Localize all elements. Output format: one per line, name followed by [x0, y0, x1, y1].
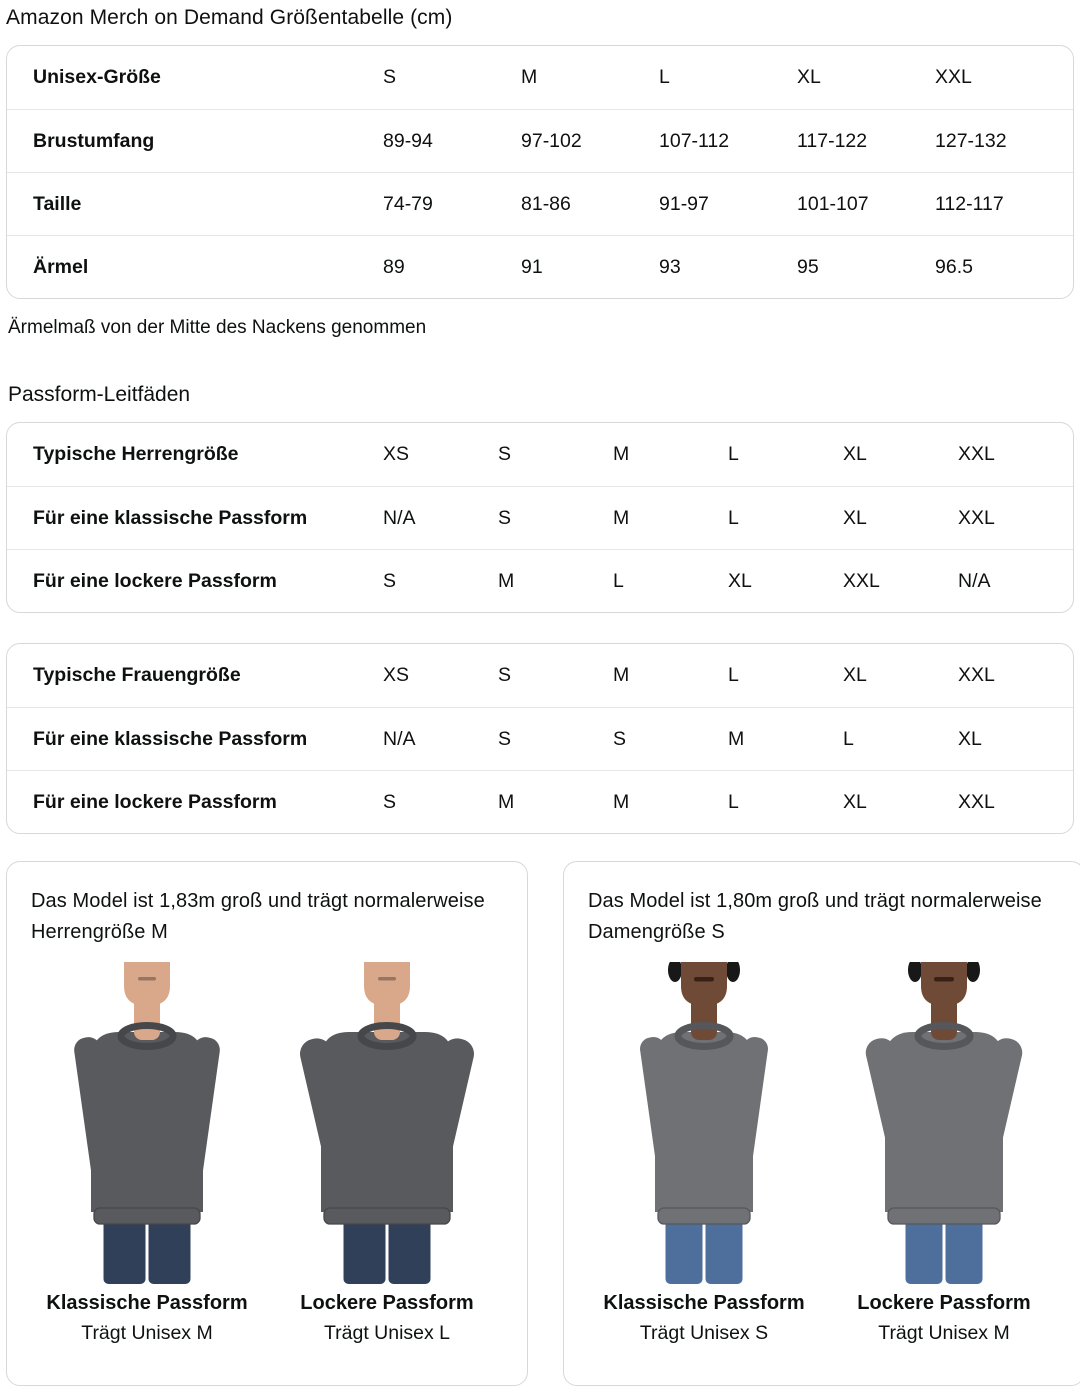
table-cell: L — [728, 664, 739, 686]
table-cell: XXL — [958, 790, 995, 813]
table-cell: 95 — [797, 255, 819, 278]
model-description: Das Model ist 1,83m groß und trägt normalerweise Herrengröße M — [31, 890, 485, 943]
table-cell: M — [498, 569, 515, 592]
model-figure-classic-fit — [31, 962, 263, 1345]
table-cell: 91 — [521, 255, 543, 278]
fit-guides-heading: Passform-Leitfäden — [8, 383, 191, 406]
model-figures — [31, 962, 503, 1345]
table-cell: XXL — [958, 506, 995, 529]
unisex-size-table — [6, 45, 1074, 299]
table-cell: 81-86 — [521, 192, 571, 215]
size-col-s: S — [383, 66, 397, 88]
row-label-klassische-passform: Für eine klassische Passform — [33, 506, 308, 529]
figure-caption — [603, 1284, 804, 1345]
table-cell: 89 — [383, 255, 405, 278]
table-cell: M — [613, 506, 630, 529]
mens-fit-guide-table — [6, 422, 1074, 613]
table-cell: 93 — [659, 255, 681, 278]
table-cell: N/A — [383, 506, 416, 529]
table-cell: S — [498, 664, 512, 686]
table-cell: L — [728, 506, 739, 529]
row-label-typische-herrengroesse: Typische Herrengröße — [33, 443, 239, 465]
womens-model-card — [563, 861, 1080, 1386]
row-label-brustumfang: Brustumfang — [33, 129, 155, 152]
fit-size-label: Trägt Unisex L — [323, 1322, 451, 1344]
table-cell: S — [498, 727, 512, 750]
table-cell: 96.5 — [935, 255, 973, 278]
table-cell: XL — [728, 569, 752, 592]
table-row-loose-fit — [7, 549, 1073, 612]
table-cell: 89-94 — [383, 129, 433, 152]
table-cell: 101-107 — [797, 192, 869, 215]
model-figure-loose-fit — [271, 962, 503, 1345]
model-figure-loose-fit — [828, 962, 1060, 1345]
table-cell: XS — [383, 443, 410, 465]
fit-size-label: Trägt Unisex M — [878, 1322, 1010, 1344]
sleeve-measurement-note: Ärmelmaß von der Mitte des Nackens genommen — [8, 317, 427, 338]
row-label-klassische-passform: Für eine klassische Passform — [33, 727, 308, 750]
table-cell: XL — [843, 790, 867, 813]
size-col-xxl: XXL — [935, 66, 972, 88]
table-row-typical-womens-size — [7, 644, 1073, 707]
size-col-xl: XL — [797, 66, 821, 88]
model-photo-loose-fit — [275, 962, 500, 1284]
table-cell: N/A — [958, 569, 991, 592]
table-cell: XL — [843, 664, 867, 686]
model-photo-loose-fit — [832, 962, 1057, 1284]
row-label-unisex-groesse: Unisex-Größe — [33, 66, 161, 88]
table-cell: S — [498, 443, 512, 465]
figure-caption — [857, 1284, 1030, 1345]
fit-name-label: Lockere Passform — [857, 1292, 1031, 1314]
row-label-lockere-passform: Für eine lockere Passform — [33, 569, 277, 592]
table-cell: XL — [843, 506, 867, 529]
model-photo-classic-fit — [35, 962, 260, 1284]
table-cell: N/A — [383, 727, 416, 750]
table-row-sleeve — [7, 235, 1073, 298]
table-cell: XL — [843, 443, 867, 465]
table-cell: 112-117 — [935, 192, 1004, 215]
table-cell: 97-102 — [521, 129, 582, 152]
table-cell: XL — [958, 727, 982, 750]
fit-size-label: Trägt Unisex S — [639, 1322, 769, 1344]
model-description: Das Model ist 1,80m groß und trägt normalerweise Damengröße S — [588, 890, 1042, 943]
figure-caption — [46, 1284, 247, 1345]
table-cell: 127-132 — [935, 129, 1007, 152]
fit-name-label: Klassische Passform — [46, 1292, 248, 1314]
table-cell: M — [613, 443, 630, 465]
table-cell: 117-122 — [797, 129, 868, 152]
mens-model-card — [6, 861, 528, 1386]
table-row-chest — [7, 109, 1073, 172]
table-cell: L — [613, 569, 624, 592]
womens-fit-guide-table — [6, 643, 1074, 834]
table-cell: S — [498, 506, 512, 529]
table-cell: 74-79 — [383, 192, 433, 215]
size-col-l: L — [659, 66, 670, 88]
table-cell: XXL — [958, 664, 995, 686]
fit-name-label: Klassische Passform — [603, 1292, 805, 1314]
model-figure-classic-fit — [588, 962, 820, 1345]
row-label-taille: Taille — [33, 192, 82, 215]
table-cell: S — [383, 790, 397, 813]
table-cell: 107-112 — [659, 129, 730, 152]
table-cell: S — [383, 569, 397, 592]
table-row-header — [7, 46, 1073, 109]
table-cell: M — [613, 790, 630, 813]
table-row-typical-mens-size — [7, 423, 1073, 486]
table-cell: M — [728, 727, 745, 750]
table-cell: XXL — [843, 569, 880, 592]
table-cell: 91-97 — [659, 192, 709, 215]
table-cell: S — [613, 727, 627, 750]
model-cards-row — [6, 861, 1074, 1386]
table-cell: L — [728, 790, 739, 813]
table-cell: M — [498, 790, 515, 813]
model-figures — [588, 962, 1060, 1345]
row-label-typische-frauengroesse: Typische Frauengröße — [33, 664, 241, 686]
row-label-aermel: Ärmel — [33, 255, 89, 278]
fit-name-label: Lockere Passform — [300, 1292, 474, 1314]
size-col-m: M — [521, 66, 538, 88]
table-cell: M — [613, 664, 630, 686]
fit-size-label: Trägt Unisex M — [81, 1322, 213, 1344]
row-label-lockere-passform: Für eine lockere Passform — [33, 790, 277, 813]
table-row-loose-fit — [7, 770, 1073, 833]
table-cell: L — [728, 443, 739, 465]
model-photo-classic-fit — [592, 962, 817, 1284]
figure-caption — [300, 1284, 473, 1345]
table-cell: L — [843, 727, 854, 750]
table-row-classic-fit — [7, 707, 1073, 770]
table-row-waist — [7, 172, 1073, 235]
table-row-classic-fit — [7, 486, 1073, 549]
table-cell: XS — [383, 664, 410, 686]
page-title: Amazon Merch on Demand Größentabelle (cm) — [6, 6, 453, 29]
table-cell: XXL — [958, 443, 995, 465]
